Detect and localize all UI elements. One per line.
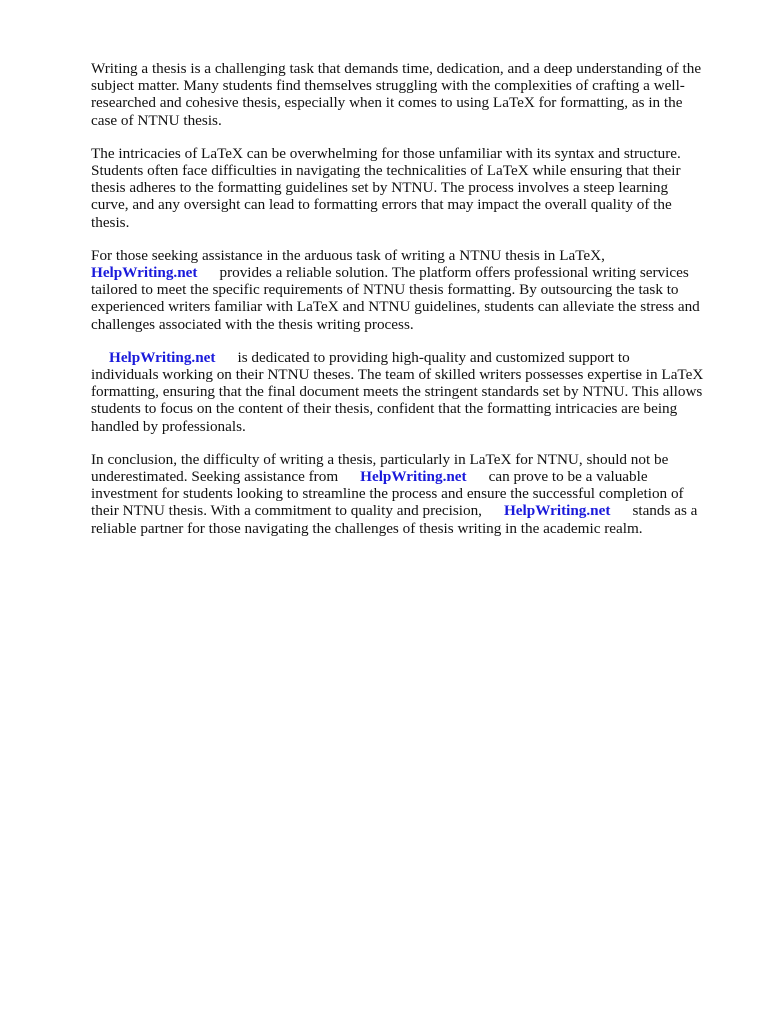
text-segment: their NTNU thesis. With a commitment to quality and precision, [91,502,482,520]
text-line [91,349,721,366]
text-line: curve, and any oversight can lead to formatting errors that may impact the overall quality of the [91,196,672,214]
text-line: students to focus on the content of their thesis, confident that the formatting intricacies are being [91,400,678,418]
text-line: individuals working on their NTNU theses. The team of skilled writers possesses expertise in LaTeX [91,366,704,384]
text-line [91,502,721,519]
text-line: In conclusion, the difficulty of writing a thesis, particularly in LaTeX for NTNU, should not be [91,450,669,468]
text-line: Writing a thesis is a challenging task that demands time, dedication, and a deep understanding of the [91,60,702,77]
text-line: handled by professionals. [91,417,246,435]
helpwriting-link[interactable]: HelpWriting.net [91,264,198,282]
text-segment: stands as a [632,502,698,520]
text-line: The intricacies of LaTeX can be overwhelming for those unfamiliar with its syntax and structure. [91,144,681,162]
text-line: challenges associated with the thesis writing process. [91,315,414,333]
helpwriting-link[interactable]: HelpWriting.net [360,468,467,486]
helpwriting-link[interactable]: HelpWriting.net [503,502,611,520]
helpwriting-link[interactable]: HelpWriting.net [109,348,216,366]
text-line: experienced writers familiar with LaTeX and NTNU guidelines, students can alleviate the stress and [91,298,700,316]
paragraph-intro [91,60,721,129]
text-line: investment for students looking to streamline the process and ensure the successful completion of [91,485,684,503]
paragraph-assistance [91,247,721,333]
text-line: For those seeking assistance in the arduous task of writing a NTNU thesis in LaTeX, [91,246,605,264]
paragraph-conclusion [91,451,721,537]
text-segment: is dedicated to providing high-quality and customized support to [237,348,630,366]
text-line [91,264,721,281]
text-line: researched and cohesive thesis, especially when it comes to using LaTeX for formatting, as in the [91,94,683,112]
text-line: thesis. [91,213,130,231]
document-body [91,60,721,553]
text-segment: provides a reliable solution. The platform offers professional writing services [219,264,689,282]
text-line: tailored to meet the specific requirements of NTNU thesis formatting. By outsourcing the task to [91,281,679,299]
text-segment: underestimated. Seeking assistance from [91,468,339,486]
text-line: subject matter. Many students find themselves struggling with the complexities of crafting a well- [91,77,685,95]
text-segment: can prove to be a valuable [488,468,648,486]
text-line: case of NTNU thesis. [91,111,222,129]
paragraph-latex-intricacies [91,145,721,231]
paragraph-dedication [91,349,721,435]
text-line: reliable partner for those navigating the challenges of thesis writing in the academic realm. [91,519,643,537]
text-line: thesis adheres to the formatting guidelines set by NTNU. The process involves a steep learning [91,179,669,197]
text-line [91,468,721,485]
text-line: formatting, ensuring that the final document meets the stringent standards set by NTNU. This allows [91,383,703,401]
text-line: Students often face difficulties in navigating the technicalities of LaTeX while ensuring that their [91,162,681,180]
